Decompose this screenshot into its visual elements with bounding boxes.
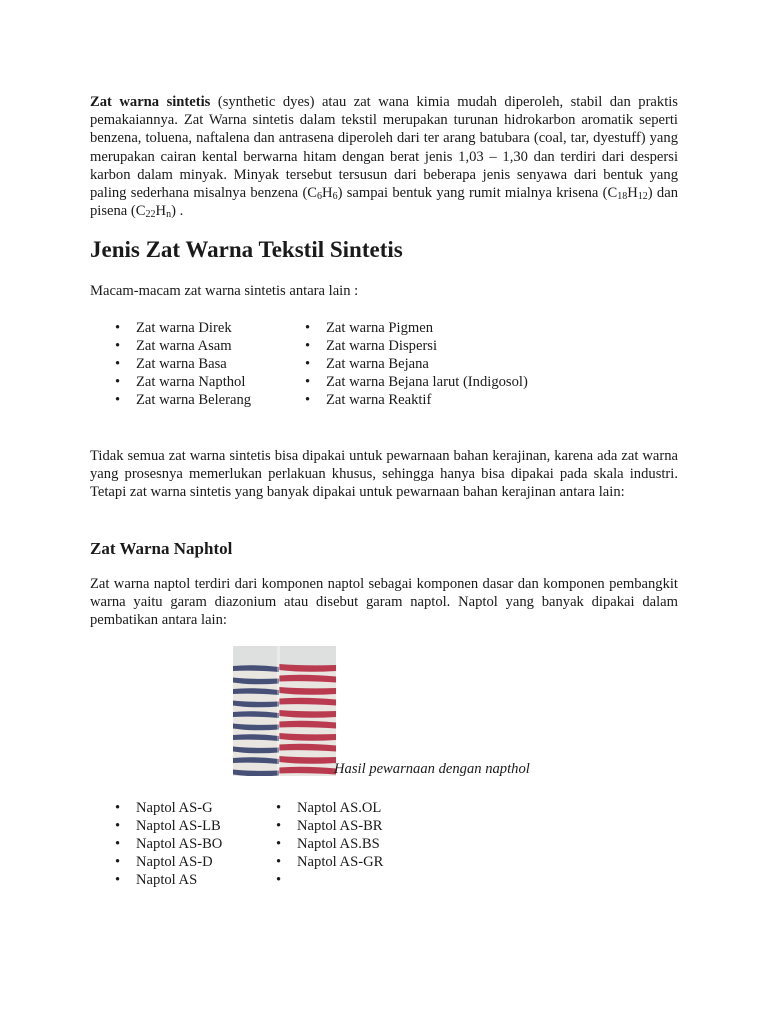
intro-lead-term: Zat warna sintetis	[90, 94, 211, 110]
list-item	[115, 373, 251, 391]
intro-text: (synthetic dyes) atau zat wana kimia mudah diperoleh, stabil dan praktis pemakaiannya. Zat Warna sintetis dalam tekstil merupakan turunan hidrokarbon aromatik seperti benzena, toluena, naftalena dan antrasena diperoleh dari ter arang batubara (coal, tar, dyestuff) yang merupakan cairan kental berwarna hitam dengan berat jenis 1,03 – 1,30 dan terdiri dari despersi karbon dalam minyak. Minyak tersebut tersusun dari beberapa jenis senyawa dari bentuk yang paling sederhana misalnya benzena (C	[90, 94, 678, 202]
bullet-icon: •	[115, 374, 121, 390]
list-item-label: Zat warna Napthol	[136, 374, 246, 390]
list-item-label: Zat warna Dispersi	[326, 338, 438, 354]
list-item	[276, 817, 383, 835]
bullet-icon: •	[115, 392, 121, 408]
list-item-label: Zat warna Direk	[136, 320, 232, 336]
list-item	[305, 355, 528, 373]
list-item-label: Zat warna Bejana larut (Indigosol)	[326, 374, 528, 390]
list-item	[115, 337, 251, 355]
list-item-label: Zat warna Basa	[136, 356, 227, 372]
bullet-icon: •	[276, 818, 282, 834]
bullet-icon: •	[115, 320, 121, 336]
figure-caption: Hasil pewarnaan dengan napthol	[334, 761, 530, 777]
subscript: 6	[317, 191, 323, 203]
list-item	[115, 871, 222, 889]
list-item-label: Zat warna Belerang	[136, 392, 252, 408]
bullet-icon: •	[305, 320, 311, 336]
list-item-label: Zat warna Pigmen	[326, 320, 433, 336]
dye-list-left	[115, 319, 251, 409]
list-item-label: Zat warna Asam	[136, 338, 232, 354]
list-item-label: Naptol AS-BO	[136, 836, 223, 852]
fabric-photo	[233, 646, 336, 776]
bullet-icon: •	[276, 836, 282, 852]
list-item	[115, 391, 251, 409]
intro-text: H	[627, 185, 638, 202]
bullet-icon: •	[115, 854, 121, 870]
list-item	[305, 373, 528, 391]
list-item	[305, 319, 528, 337]
intro-paragraph	[90, 93, 678, 220]
bullet-icon: •	[276, 800, 282, 816]
bullet-icon: •	[115, 356, 121, 372]
bullet-icon: •	[115, 800, 121, 816]
subscript: 22	[145, 209, 156, 221]
intro-text: ) sampai bentuk yang rumit mialnya krisena (C	[337, 185, 618, 202]
list-item	[115, 817, 222, 835]
list-item-label: Naptol AS-BR	[297, 818, 383, 834]
body-paragraph: Tidak semua zat warna sintetis bisa dipakai untuk pewarnaan bahan kerajinan, karena ada zat warna yang prosesnya memerlukan perlakuan khusus, sehingga hanya bisa dipakai pada skala industri. Tetapi zat warna sintetis yang banyak dipakai untuk pewarnaan bahan kerajinan antara lain:	[90, 448, 678, 501]
intro-text: H	[155, 203, 167, 220]
list-item-label: Naptol AS-LB	[136, 818, 221, 834]
list-item	[115, 835, 222, 853]
bullet-icon: •	[305, 338, 311, 354]
list-item	[115, 319, 251, 337]
fabric-fold	[277, 646, 280, 776]
subscript: 18	[617, 191, 628, 203]
list-item-label: Naptol AS-GR	[297, 854, 384, 870]
body-paragraph: Zat warna naptol terdiri dari komponen naptol sebagai komponen dasar dan komponen pembangkit warna yaitu garam diazonium atau disebut garam naptol. Naptol yang banyak dipakai dalam pembatikan antara lain:	[90, 576, 678, 629]
list-intro: Macam-macam zat warna sintetis antara lain :	[90, 283, 359, 299]
bullet-icon: •	[305, 356, 311, 372]
list-item-label: Naptol AS-D	[136, 854, 213, 870]
list-item-label: Naptol AS	[136, 872, 198, 888]
intro-text: H	[322, 185, 333, 202]
dye-list-right	[305, 319, 528, 409]
subscript: 12	[637, 191, 648, 203]
list-item-label: Zat warna Bejana	[326, 356, 429, 372]
list-item-label: Naptol AS.BS	[297, 836, 380, 852]
list-item	[115, 799, 222, 817]
naptol-list-right	[276, 799, 384, 888]
fabric-image	[233, 646, 336, 776]
bullet-icon: •	[115, 872, 121, 888]
bullet-icon: •	[115, 836, 121, 852]
naptol-list-left	[115, 799, 222, 889]
bullet-icon: •	[305, 392, 311, 408]
subscript: 6	[332, 191, 338, 203]
list-item	[305, 391, 528, 409]
list-item	[305, 337, 528, 355]
section-heading: Jenis Zat Warna Tekstil Sintetis	[90, 237, 403, 262]
bullet-icon: •	[276, 872, 282, 888]
intro-text: ) .	[171, 203, 184, 220]
bullet-icon: •	[276, 854, 282, 870]
bullet-icon: •	[305, 374, 311, 390]
bullet-icon: •	[115, 818, 121, 834]
list-item	[276, 853, 383, 871]
list-item	[276, 799, 383, 817]
list-item	[115, 355, 251, 373]
subsection-heading: Zat Warna Naphtol	[90, 539, 233, 558]
list-item	[276, 835, 383, 853]
subscript: n	[166, 209, 172, 221]
list-item	[115, 853, 222, 871]
intro-text: ) dan pisena (C	[90, 185, 678, 220]
bullet-icon: •	[115, 338, 121, 354]
list-item-label: Naptol AS.OL	[297, 800, 382, 816]
list-item-label: Zat warna Reaktif	[326, 392, 432, 408]
list-item-label: Naptol AS-G	[136, 800, 213, 816]
